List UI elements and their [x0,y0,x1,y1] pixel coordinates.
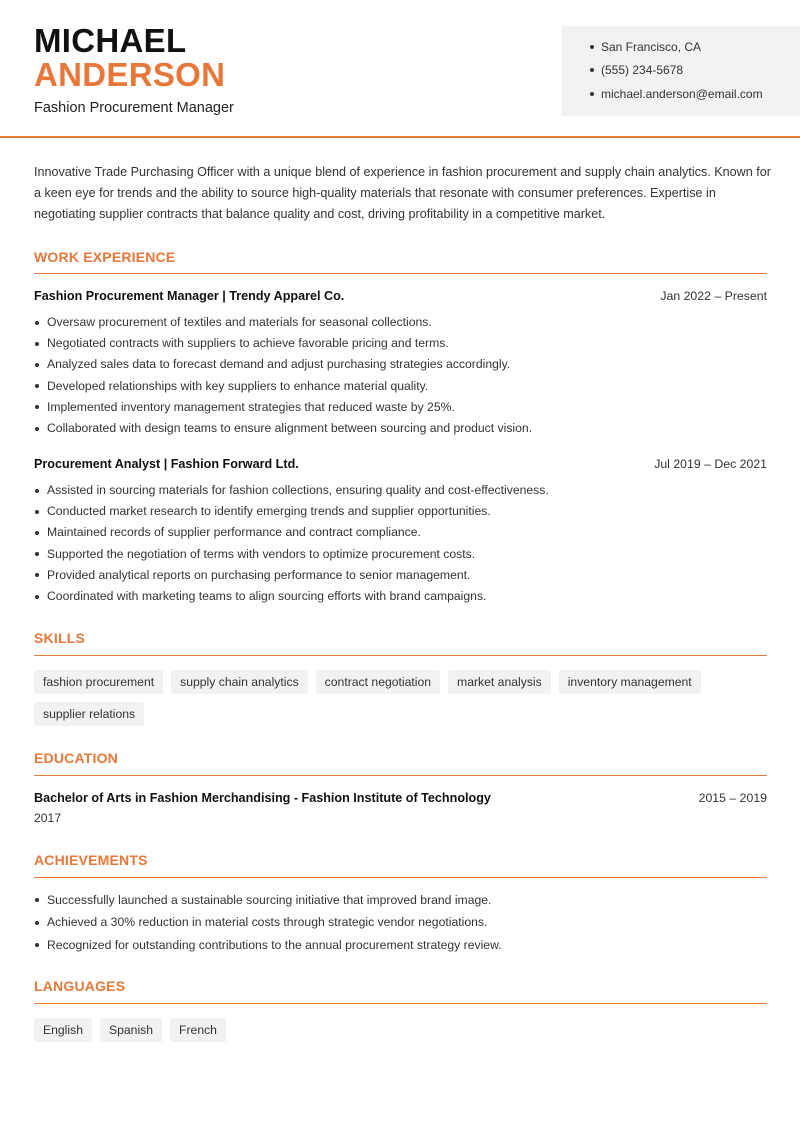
location-text: San Francisco, CA [601,40,702,54]
bullet-icon [35,921,39,925]
language-tag: English [34,1018,92,1042]
list-item: Oversaw procurement of textiles and materials for seasonal collections. [34,312,767,333]
skill-tag: market analysis [448,670,551,694]
job-role: Fashion Procurement Manager | Trendy Apparel Co. [34,289,345,303]
achievement-bullets [34,889,767,957]
bullet-icon [35,510,39,514]
list-item: Maintained records of supplier performance and contract compliance. [34,522,767,543]
degree-title: Bachelor of Arts in Fashion Merchandising - Fashion Institute of Technology [34,791,491,805]
skill-tag: inventory management [559,670,701,694]
bullet-icon [35,405,39,409]
job-header [34,457,767,471]
section-title-work: WORK EXPERIENCE [34,249,176,265]
list-item: Achieved a 30% reduction in material costs through strategic vendor negotiations. [34,912,767,935]
bullet-icon [35,898,39,902]
contact-phone [590,63,683,77]
job-bullets [34,312,767,439]
phone-text: (555) 234-5678 [601,63,684,77]
list-item: Assisted in sourcing materials for fashion collections, ensuring quality and cost-effectiveness. [34,480,767,501]
list-item: Supported the negotiation of terms with vendors to optimize procurement costs. [34,544,767,565]
bullet-icon [35,489,39,493]
language-tag: French [170,1018,226,1042]
job-title: Fashion Procurement Manager [34,100,234,116]
job-dates: Jan 2022 – Present [660,289,767,303]
email-text: michael.anderson@email.com [601,87,763,101]
job-header [34,289,767,303]
education-dates: 2015 – 2019 [698,791,767,805]
contact-box [562,26,800,116]
bullet-icon [35,552,39,556]
section-divider [34,1003,767,1004]
job-bullets [34,480,767,607]
list-item: Implemented inventory management strategies that reduced waste by 25%. [34,397,767,418]
bullet-icon [590,68,594,72]
section-divider [34,273,767,274]
bullet-icon [590,45,594,49]
language-tags [34,1018,734,1042]
skills-tags [34,670,734,726]
skill-tag: contract negotiation [316,670,440,694]
bullet-icon [35,943,39,947]
bullet-icon [35,595,39,599]
contact-email [590,87,763,101]
list-item: Negotiated contracts with suppliers to achieve favorable pricing and terms. [34,333,767,354]
job-role: Procurement Analyst | Fashion Forward Ltd. [34,457,299,471]
list-item: Collaborated with design teams to ensure alignment between sourcing and product vision. [34,418,767,439]
list-item: Coordinated with marketing teams to align sourcing efforts with brand campaigns. [34,586,767,607]
section-divider [34,877,767,878]
bullet-icon [35,342,39,346]
summary: Innovative Trade Purchasing Officer with a unique blend of experience in fashion procurement and supply chain analytics. Known for a keen eye for trends and the ability to source high-quality materials that resonate with consumer preferences. Expertise in negotiating supplier contracts that balance quality and cost, driving profitability in a competitive market. [34,165,771,221]
bullet-icon [35,363,39,367]
section-title-education: EDUCATION [34,750,118,766]
education-header [34,791,767,805]
skill-tag: fashion procurement [34,670,163,694]
list-item: Developed relationships with key suppliers to enhance material quality. [34,376,767,397]
section-divider [34,775,767,776]
list-item: Recognized for outstanding contributions to the annual procurement strategy review. [34,934,767,957]
bullet-icon [35,321,39,325]
bullet-icon [35,573,39,577]
last-name: ANDERSON [34,56,226,93]
language-tag: Spanish [100,1018,162,1042]
education-year: 2017 [34,811,62,825]
resume-header [0,0,800,138]
section-title-achievements: ACHIEVEMENTS [34,852,148,868]
bullet-icon [590,92,594,96]
list-item: Provided analytical reports on purchasing performance to senior management. [34,565,767,586]
section-title-languages: LANGUAGES [34,978,126,994]
list-item: Successfully launched a sustainable sourcing initiative that improved brand image. [34,889,767,912]
list-item: Conducted market research to identify emerging trends and supplier opportunities. [34,501,767,522]
skill-tag: supplier relations [34,702,144,726]
skill-tag: supply chain analytics [171,670,308,694]
bullet-icon [35,427,39,431]
section-title-skills: SKILLS [34,630,85,646]
first-name: MICHAEL [34,22,187,59]
job-dates: Jul 2019 – Dec 2021 [654,457,767,471]
section-divider [34,655,767,656]
bullet-icon [35,384,39,388]
list-item: Analyzed sales data to forecast demand and adjust purchasing strategies accordingly. [34,354,767,375]
bullet-icon [35,531,39,535]
contact-location [590,40,701,54]
